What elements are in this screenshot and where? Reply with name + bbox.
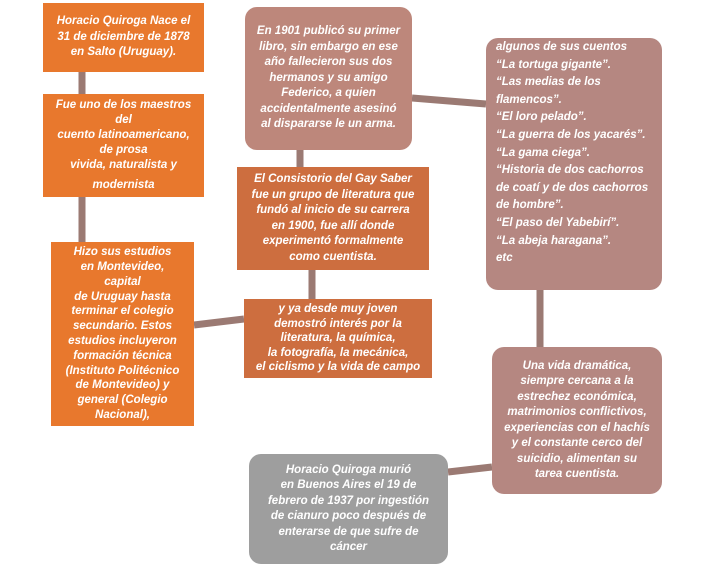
- node-consistorio-line: como cuentista.: [289, 250, 377, 263]
- node-cuentos-line: algunos de sus cuentos: [496, 41, 627, 53]
- node-libro1901-line: Federico, a quien: [281, 87, 376, 100]
- node-estudios-line: de Uruguay hasta: [74, 290, 171, 303]
- node-estudios-line: (Instituto Politécnico: [65, 364, 180, 377]
- node-cuentos-line: “La gama ciega”.: [496, 146, 590, 159]
- node-estudios-line: secundario. Estos: [72, 320, 173, 333]
- node-estudios-line: Hizo sus estudios: [73, 246, 172, 259]
- node-muerte-line: en Buenos Aires el 19 de: [280, 479, 417, 491]
- node-cuentos-line: “El loro pelado”.: [496, 111, 587, 124]
- node-estudios-line: en Montevideo,: [80, 261, 165, 274]
- node-interes-line: demostró interés por la: [274, 317, 402, 330]
- node-muerte-line: enterarse de que sufre de: [278, 525, 419, 538]
- node-interes-line: el ciclismo y la vida de campo: [255, 361, 421, 374]
- node-libro1901-line: año fallecieron sus dos: [264, 56, 393, 69]
- node-maestro-line: Fue uno de los maestros: [55, 99, 192, 111]
- node-interes-line: y ya desde muy joven: [278, 303, 398, 316]
- node-consistorio-line: en 1900, fue allí donde: [271, 219, 395, 232]
- node-estudios-line: de Montevideo) y: [75, 379, 170, 392]
- node-maestro-line: cuento latinoamericano,: [57, 129, 190, 141]
- node-vida: [492, 347, 662, 494]
- node-cuentos-line: de coatí y de dos cachorros: [496, 181, 649, 194]
- node-estudios-line: estudios incluyeron: [68, 335, 177, 347]
- node-maestro: [43, 94, 204, 197]
- node-vida-line: experiencias con el hachís: [504, 421, 650, 434]
- node-muerte-line: cáncer: [329, 541, 368, 553]
- connector-estudios-interes: [194, 319, 244, 325]
- node-birth-line: en Salto (Uruguay).: [70, 46, 177, 59]
- node-vida-line: tarea cuentista.: [534, 468, 620, 480]
- node-vida-line: estrechez económica,: [517, 390, 637, 403]
- node-estudios-line: Nacional),: [95, 408, 150, 421]
- node-cuentos-line: “La abeja haragana”.: [496, 234, 612, 247]
- node-vida-line: Una vida dramática,: [522, 359, 632, 372]
- node-vida-line: suicidio, alimentan su: [516, 452, 638, 465]
- node-muerte-line: de cianuro poco después de: [270, 510, 427, 522]
- node-cuentos-line: “Las medias de los: [496, 76, 601, 89]
- node-libro1901-line: libro, sin embargo en ese: [259, 40, 398, 53]
- node-consistorio-line: El Consistorio del Gay Saber: [254, 173, 412, 185]
- node-cuentos-line: flamencos”.: [496, 93, 562, 106]
- node-consistorio-line: experimentó formalmente: [262, 235, 404, 247]
- node-interes: [244, 299, 432, 378]
- connector-libro-cuentos: [412, 98, 486, 104]
- node-libro1901-line: En 1901 publicó su primer: [256, 25, 401, 38]
- node-libro1901-line: accidentalmente asesinó: [260, 102, 397, 115]
- node-cuentos-line: “Historia de dos cachorros: [496, 164, 644, 177]
- node-cuentos-line: “El paso del Yabebirí”.: [496, 216, 620, 229]
- node-muerte-line: Horacio Quiroga murió: [285, 463, 412, 476]
- node-birth: [43, 3, 204, 72]
- node-consistorio: [237, 167, 429, 270]
- connector-vida-muerte: [448, 467, 492, 472]
- node-cuentos-line: etc: [496, 252, 513, 265]
- node-maestro-line: de prosa: [99, 144, 148, 156]
- node-consistorio-line: fundó al inicio de su carrera: [256, 204, 410, 216]
- node-estudios-line: general (Colegio: [77, 394, 168, 407]
- node-estudios-line: terminar el colegio: [71, 305, 174, 318]
- node-cuentos-line: “La guerra de los yacarés”.: [496, 128, 646, 141]
- node-birth-line: 31 de diciembre de 1878: [57, 30, 190, 43]
- node-vida-line: matrimonios conflictivos,: [507, 406, 647, 418]
- node-maestro-line: del: [115, 114, 132, 126]
- node-birth-line: Horacio Quiroga Nace el: [56, 15, 191, 28]
- node-muerte-line: febrero de 1937 por ingestión: [267, 494, 430, 507]
- node-interes-line: literatura, la química,: [280, 332, 396, 345]
- node-consistorio-line: fue un grupo de literatura que: [251, 188, 415, 201]
- node-libro1901-line: al dispararse le un arma.: [261, 118, 396, 131]
- node-libro1901-line: hermanos y su amigo: [269, 71, 388, 84]
- node-libro1901: [245, 7, 412, 150]
- node-estudios: [51, 242, 194, 426]
- node-estudios-line: capital: [104, 275, 141, 288]
- node-cuentos: [486, 38, 662, 290]
- node-vida-line: y el constante cerco del: [511, 437, 643, 449]
- node-cuentos-line: de hombre”.: [496, 199, 564, 212]
- node-estudios-line: formación técnica: [73, 349, 172, 362]
- node-cuentos-line: “La tortuga gigante”.: [496, 58, 611, 71]
- node-maestro-line: vivida, naturalista y: [70, 159, 177, 171]
- node-vida-line: siempre cercana a la: [520, 375, 634, 387]
- node-muerte: [249, 454, 448, 564]
- node-maestro-line: modernista: [92, 179, 155, 191]
- node-interes-line: la fotografía, la mecánica,: [267, 346, 409, 359]
